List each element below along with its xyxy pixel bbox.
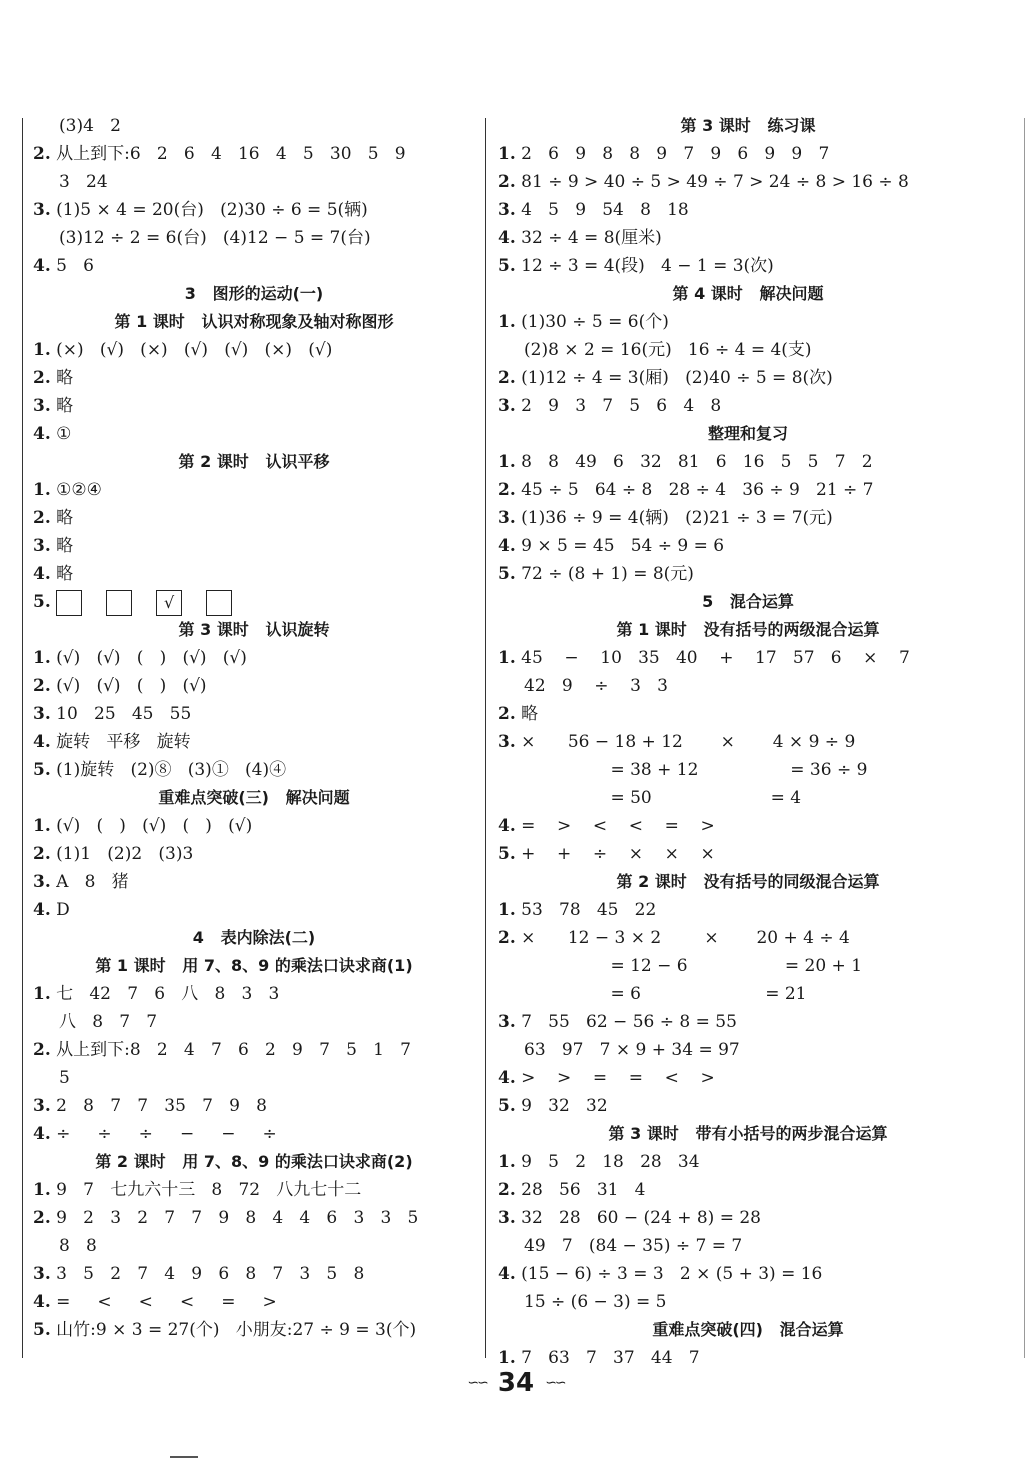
answer-text: (1)36 ÷ 9 = 4(辆) (2)21 ÷ 3 = 7(元): [515, 508, 833, 528]
question-number: 3.: [33, 536, 51, 556]
question-number: 2.: [498, 704, 516, 724]
answer-line: [498, 448, 998, 476]
answer-text: 9 5 2 18 28 34: [515, 1152, 700, 1172]
answer-text: 9 32 32: [515, 1096, 608, 1116]
answer-line: [33, 420, 475, 448]
answer-line: [33, 840, 475, 868]
answer-text: 72 ÷ (8 + 1) = 8(元): [515, 564, 694, 584]
answer-line: [33, 644, 475, 672]
right-column: [498, 112, 998, 1372]
question-number: 2.: [498, 172, 516, 192]
answer-line: [498, 196, 998, 224]
answer-text: 9 7 七九六十三 8 72 八九七十二: [50, 1180, 362, 1200]
answer-line: [498, 1148, 998, 1176]
answer-continuation-line: 3 24: [59, 172, 108, 192]
answer-line: [33, 812, 475, 840]
question-number: 1.: [33, 816, 51, 836]
answer-text: (15 − 6) ÷ 3 = 3 2 × (5 + 3) = 16: [515, 1264, 823, 1284]
answer-text: 7 63 7 37 44 7: [515, 1348, 700, 1368]
answer-text: (1)12 ÷ 4 = 3(厢) (2)40 ÷ 5 = 8(次): [515, 368, 833, 388]
answer-text: 从上到下:8 2 4 7 6 2 9 7 5 1 7: [50, 1040, 411, 1060]
answer-line: [33, 1176, 475, 1204]
column-divider: [485, 118, 486, 1358]
section-heading: 重难点突破(四) 混合运算: [652, 1320, 844, 1339]
answer-continuation-line: 8 8: [59, 1236, 97, 1256]
answer-text: 略: [515, 704, 539, 724]
question-number: 5.: [498, 844, 516, 864]
answer-line: [33, 1120, 475, 1148]
question-number: 1.: [33, 340, 51, 360]
answer-text: (√) (√) ( ) (√) (√): [50, 648, 247, 668]
checkbox-group: [56, 589, 256, 617]
ornament-right-icon: ∽∽: [545, 1375, 565, 1391]
section-heading: 3 图形的运动(一): [184, 284, 324, 303]
bottom-edge-mark: [170, 1456, 198, 1458]
answer-continuation-line: = 12 − 6 = 20 + 1: [524, 956, 863, 976]
answer-text: 8 8 49 6 32 81 6 16 5 5 7 2: [515, 452, 873, 472]
question-number: 1.: [33, 648, 51, 668]
answer-line: [33, 728, 475, 756]
answer-text: 2 8 7 7 35 7 9 8: [50, 1096, 267, 1116]
answer-text: D: [50, 900, 70, 920]
answer-text: ①②④: [50, 480, 102, 500]
answer-line: [33, 1260, 475, 1288]
answer-text: 45 ÷ 5 64 ÷ 8 28 ÷ 4 36 ÷ 9 21 ÷ 7: [515, 480, 874, 500]
answer-text: 略: [50, 396, 74, 416]
answer-box: [206, 590, 232, 616]
answer-line: [33, 476, 475, 504]
section-heading: 4 表内除法(二): [192, 928, 316, 947]
answer-text: ①: [50, 424, 72, 444]
answer-text: (×) (√) (×) (√) (√) (×) (√): [50, 340, 333, 360]
answer-line: [498, 1092, 998, 1120]
left-margin-rule: [22, 118, 23, 1358]
answer-line: [33, 560, 475, 588]
answer-line: [33, 1316, 475, 1344]
section-heading: 5 混合运算: [702, 592, 794, 611]
answer-text: 七 42 7 6 八 8 3 3: [50, 984, 280, 1004]
answer-text: > > = = < >: [515, 1068, 715, 1088]
question-number: 4.: [33, 732, 51, 752]
answer-continuation-line: 63 97 7 × 9 + 34 = 97: [524, 1040, 740, 1060]
answer-line: [33, 532, 475, 560]
answer-continuation-line: (3)12 ÷ 2 = 6(台) (4)12 − 5 = 7(台): [59, 228, 371, 248]
ornament-left-icon: ∽∽: [467, 1375, 487, 1391]
answer-line: [33, 868, 475, 896]
answer-line: [498, 700, 998, 728]
question-number: 2.: [33, 1208, 51, 1228]
answer-text: (1)5 × 4 = 20(台) (2)30 ÷ 6 = 5(辆): [50, 200, 368, 220]
answer-line: [498, 140, 998, 168]
answer-line: [33, 1204, 475, 1232]
answer-box: [56, 590, 82, 616]
answer-line: [498, 224, 998, 252]
answer-text: (√) ( ) (√) ( ) (√): [50, 816, 253, 836]
question-number: 5.: [33, 760, 51, 780]
answer-text: 2 6 9 8 8 9 7 9 6 9 9 7: [515, 144, 830, 164]
answer-text: + + ÷ × × ×: [515, 844, 715, 864]
answer-text: 5 6: [50, 256, 94, 276]
question-number: 2.: [498, 928, 516, 948]
answer-line: [33, 364, 475, 392]
answer-text: × 56 − 18 + 12 × 4 × 9 ÷ 9: [515, 732, 856, 752]
question-number: 4.: [33, 424, 51, 444]
answer-box: √: [156, 590, 182, 616]
answer-text: 旋转 平移 旋转: [50, 732, 191, 752]
question-number: 1.: [498, 452, 516, 472]
answer-text: 28 56 31 4: [515, 1180, 646, 1200]
answer-continuation-line: 42 9 ÷ 3 3: [524, 676, 668, 696]
answer-text: = > < < = >: [515, 816, 715, 836]
section-heading: 第 4 课时 解决问题: [672, 284, 824, 303]
section-heading: 第 3 课时 练习课: [680, 116, 816, 135]
answer-text: 略: [50, 508, 74, 528]
answer-text: 山竹:9 × 3 = 27(个) 小朋友:27 ÷ 9 = 3(个): [50, 1320, 417, 1340]
answer-line: [33, 336, 475, 364]
question-number: 5.: [498, 564, 516, 584]
answer-text: 32 28 60 − (24 + 8) = 28: [515, 1208, 761, 1228]
question-number: 4.: [498, 536, 516, 556]
page-footer: [0, 1368, 1032, 1408]
question-number: 3.: [33, 1096, 51, 1116]
question-number: 2.: [33, 1040, 51, 1060]
answer-line: [498, 308, 998, 336]
question-number: 3.: [498, 1012, 516, 1032]
answer-text: 81 ÷ 9 > 40 ÷ 5 > 49 ÷ 7 > 24 ÷ 8 > 16 ÷ 8: [515, 172, 909, 192]
answer-continuation-line: 八 8 7 7: [59, 1012, 158, 1032]
answer-text: × 12 − 3 × 2 × 20 + 4 ÷ 4: [515, 928, 850, 948]
question-number: 4.: [33, 900, 51, 920]
answer-text: (1)1 (2)2 (3)3: [50, 844, 194, 864]
question-number: 4.: [33, 1292, 51, 1312]
answer-line: [33, 980, 475, 1008]
answer-text: A 8 猪: [50, 872, 129, 892]
question-number: 1.: [498, 144, 516, 164]
answer-continuation-line: (2)8 × 2 = 16(元) 16 ÷ 4 = 4(支): [524, 340, 812, 360]
answer-line: [33, 1288, 475, 1316]
question-number: 4.: [498, 816, 516, 836]
question-number: 4.: [498, 228, 516, 248]
section-heading: 第 1 课时 认识对称现象及轴对称图形: [114, 312, 394, 331]
answer-text: 45 − 10 35 40 + 17 57 6 × 7: [515, 648, 910, 668]
answer-line: [33, 700, 475, 728]
answer-line: [33, 1036, 475, 1064]
question-number: 4.: [33, 564, 51, 584]
answer-line: [498, 504, 998, 532]
question-number: 3.: [33, 200, 51, 220]
section-heading: 第 2 课时 没有括号的同级混合运算: [616, 872, 880, 891]
answer-line: [498, 1008, 998, 1036]
section-heading: 重难点突破(三) 解决问题: [158, 788, 350, 807]
answer-continuation-line: = 38 + 12 = 36 ÷ 9: [524, 760, 868, 780]
answer-text: (1)旋转 (2)⑧ (3)① (4)④: [50, 760, 287, 780]
question-number: 3.: [498, 1208, 516, 1228]
answer-line: [33, 504, 475, 532]
section-heading: 整理和复习: [707, 424, 788, 443]
answer-text: ÷ ÷ ÷ − − ÷: [50, 1124, 277, 1144]
answer-line: [498, 1204, 998, 1232]
question-number: 1.: [498, 648, 516, 668]
question-number: 3.: [498, 396, 516, 416]
answer-continuation-line: 5: [59, 1068, 70, 1088]
answer-line: [498, 392, 998, 420]
question-number: 1.: [33, 984, 51, 1004]
question-number: 3.: [498, 508, 516, 528]
section-heading: 第 1 课时 用 7、8、9 的乘法口诀求商(1): [95, 956, 413, 975]
answer-line: [498, 728, 998, 756]
question-number: 5.: [498, 1096, 516, 1116]
answer-text: (1)30 ÷ 5 = 6(个): [515, 312, 669, 332]
question-number: 3.: [498, 732, 516, 752]
answer-text: 3 5 2 7 4 9 6 8 7 3 5 8: [50, 1264, 365, 1284]
answer-line: [498, 1260, 998, 1288]
answer-line: [33, 672, 475, 700]
answer-text: 略: [50, 536, 74, 556]
section-heading: 第 3 课时 带有小括号的两步混合运算: [608, 1124, 888, 1143]
answer-text: 从上到下:6 2 6 4 16 4 5 30 5 9: [50, 144, 406, 164]
question-number: 4.: [33, 1124, 51, 1144]
answer-line: [33, 252, 475, 280]
answer-text: 32 ÷ 4 = 8(厘米): [515, 228, 662, 248]
answer-line: [33, 196, 475, 224]
answer-line: [33, 1092, 475, 1120]
answer-line: [498, 364, 998, 392]
answer-line: [498, 644, 998, 672]
question-number: 5.: [33, 592, 51, 612]
answer-line: [498, 560, 998, 588]
answer-line: [498, 168, 998, 196]
answer-line: [33, 392, 475, 420]
question-number: 1.: [498, 1348, 516, 1368]
answer-line: [33, 896, 475, 924]
answer-text: 7 55 62 − 56 ÷ 8 = 55: [515, 1012, 737, 1032]
question-number: 2.: [498, 368, 516, 388]
answer-continuation-line: = 50 = 4: [524, 788, 802, 808]
question-number: 1.: [498, 1152, 516, 1172]
answer-line: [33, 140, 475, 168]
question-number: 4.: [498, 1264, 516, 1284]
answer-line: [498, 840, 998, 868]
section-heading: 第 2 课时 用 7、8、9 的乘法口诀求商(2): [95, 1152, 413, 1171]
answer-text: 9 × 5 = 45 54 ÷ 9 = 6: [515, 536, 725, 556]
question-number: 3.: [33, 872, 51, 892]
question-number: 4.: [498, 1068, 516, 1088]
question-number: 1.: [33, 1180, 51, 1200]
section-heading: 第 2 课时 认识平移: [178, 452, 330, 471]
answer-line: [33, 588, 475, 616]
answer-text: 略: [50, 564, 74, 584]
question-number: 2.: [33, 144, 51, 164]
answer-continuation-line: 15 ÷ (6 − 3) = 5: [524, 1292, 667, 1312]
section-heading: 第 3 课时 认识旋转: [178, 620, 330, 639]
right-margin-rule: [1024, 118, 1025, 1358]
answer-line: [498, 812, 998, 840]
left-column: [33, 112, 475, 1344]
answer-text: (√) (√) ( ) (√): [50, 676, 207, 696]
answer-line: [498, 896, 998, 924]
question-number: 3.: [498, 200, 516, 220]
answer-box: [106, 590, 132, 616]
question-number: 3.: [33, 396, 51, 416]
question-number: 2.: [33, 508, 51, 528]
question-number: 2.: [498, 480, 516, 500]
question-number: 3.: [33, 704, 51, 724]
answer-line: [498, 1064, 998, 1092]
answer-line: [498, 252, 998, 280]
answer-continuation-line: 49 7 (84 − 35) ÷ 7 = 7: [524, 1236, 743, 1256]
page-number: 34: [497, 1368, 535, 1398]
answer-text: 53 78 45 22: [515, 900, 657, 920]
answer-text: 略: [50, 368, 74, 388]
question-number: 2.: [33, 676, 51, 696]
question-number: 2.: [33, 368, 51, 388]
answer-text: 9 2 3 2 7 7 9 8 4 4 6 3 3 5: [50, 1208, 419, 1228]
answer-line: [498, 924, 998, 952]
answer-line: [498, 532, 998, 560]
answer-text: = < < < = >: [50, 1292, 277, 1312]
answer-text: 10 25 45 55: [50, 704, 192, 724]
answer-line: [498, 1176, 998, 1204]
answer-continuation-line: = 6 = 21: [524, 984, 807, 1004]
question-number: 2.: [33, 844, 51, 864]
question-number: 3.: [33, 1264, 51, 1284]
question-number: 5.: [498, 256, 516, 276]
question-number: 1.: [33, 480, 51, 500]
answer-text: 2 9 3 7 5 6 4 8: [515, 396, 722, 416]
question-number: 1.: [498, 312, 516, 332]
answer-continuation-line: (3)4 2: [59, 116, 121, 136]
question-number: 1.: [498, 900, 516, 920]
section-heading: 第 1 课时 没有括号的两级混合运算: [616, 620, 880, 639]
answer-text: 4 5 9 54 8 18: [515, 200, 689, 220]
answer-line: [33, 756, 475, 784]
answer-line: [498, 476, 998, 504]
question-number: 4.: [33, 256, 51, 276]
answer-text: 12 ÷ 3 = 4(段) 4 − 1 = 3(次): [515, 256, 774, 276]
question-number: 5.: [33, 1320, 51, 1340]
question-number: 2.: [498, 1180, 516, 1200]
